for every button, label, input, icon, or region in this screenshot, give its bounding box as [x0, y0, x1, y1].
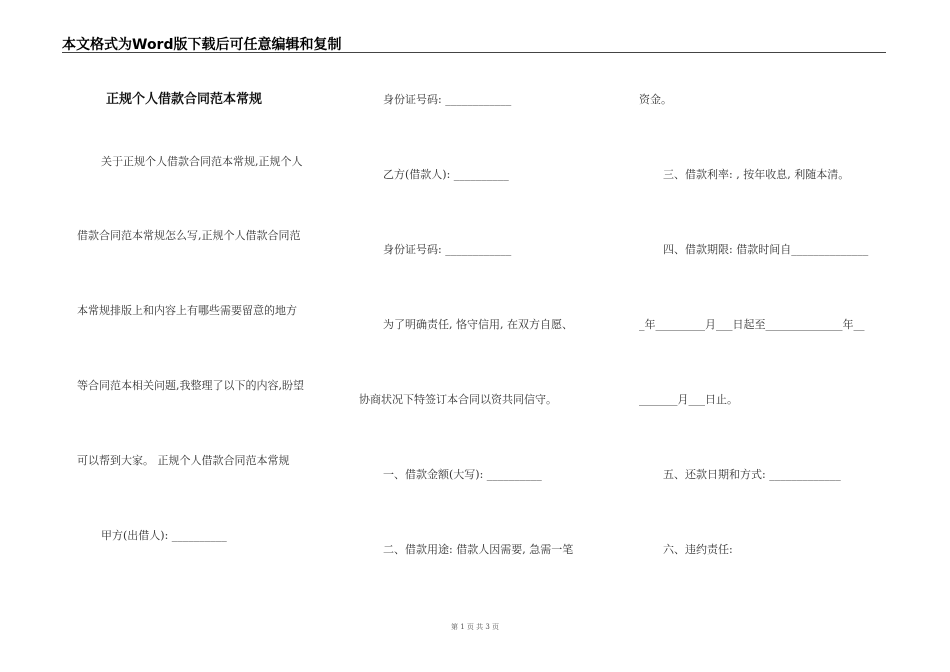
id-number-field: 身份证号码: ____________: [383, 93, 512, 106]
loan-amount-field: 一、借款金额(大写): __________: [383, 468, 542, 481]
paragraph-line: 关于正规个人借款合同范本常规,正规个人: [101, 155, 303, 168]
repayment-method-field: 五、还款日期和方式: _____________: [663, 468, 841, 481]
document-header: [62, 32, 886, 53]
paragraph-line: 资金。: [639, 93, 672, 106]
borrower-field: 乙方(借款人): __________: [383, 168, 509, 181]
paragraph-line: 借款合同范本常规怎么写,正规个人借款合同范: [77, 229, 301, 242]
breach-liability-heading: 六、违约责任:: [663, 543, 733, 556]
loan-term-end-line: _______月___日止。: [639, 393, 738, 406]
header-title: 本文格式为Word版下载后可任意编辑和复制: [62, 37, 342, 53]
paragraph-line: 为了明确责任, 恪守信用, 在双方自愿、: [383, 318, 573, 331]
paragraph-line: 可以帮到大家。 正规个人借款合同范本常规: [77, 454, 290, 467]
loan-purpose-line: 二、借款用途: 借款人因需要, 急需一笔: [383, 543, 574, 556]
lender-field: 甲方(出借人): __________: [101, 529, 227, 542]
loan-term-dates-line: _年_________月___日起至______________年__: [639, 318, 865, 331]
document-title: 正规个人借款合同范本常规: [106, 92, 263, 107]
id-number-field: 身份证号码: ____________: [383, 243, 512, 256]
interest-rate-line: 三、借款利率: , 按年收息, 利随本清。: [663, 168, 850, 181]
paragraph-line: 等合同范本相关问题,我整理了以下的内容,盼望: [77, 379, 304, 392]
paragraph-line: 本常规排版上和内容上有哪些需要留意的地方: [77, 304, 297, 317]
page-number: 第 1 页 共 3 页: [450, 623, 500, 631]
loan-term-line: 四、借款期限: 借款时间自______________: [663, 243, 869, 256]
paragraph-line: 协商状况下特签订本合同以资共同信守。: [359, 393, 557, 406]
